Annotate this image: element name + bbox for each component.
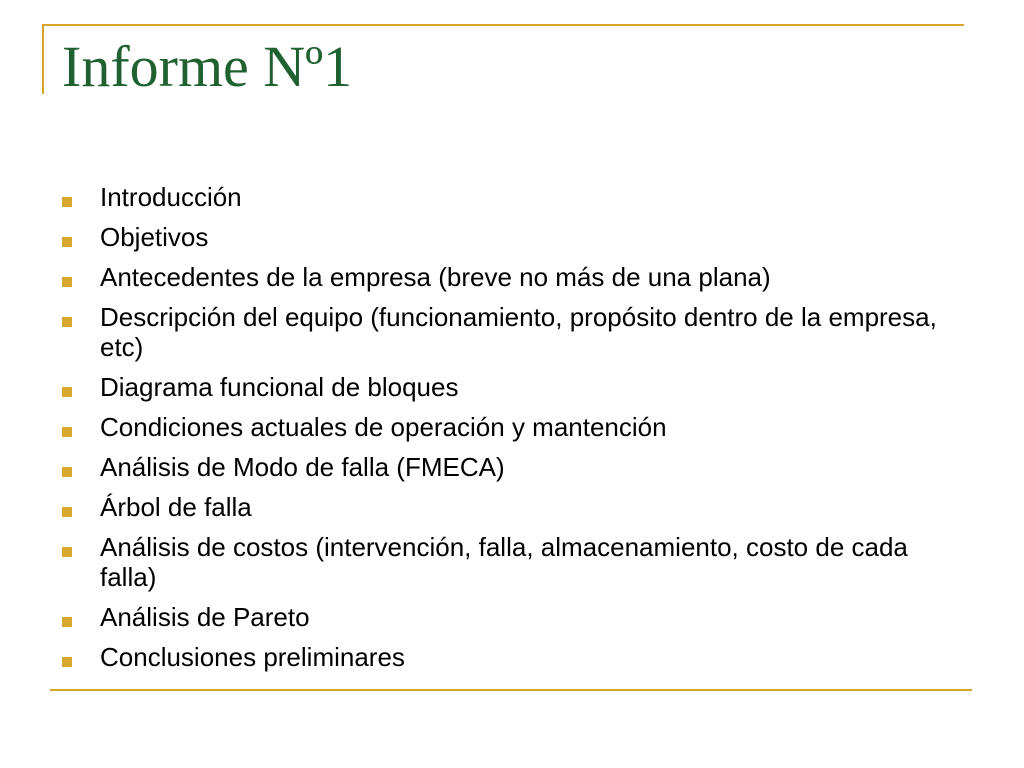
bullet-text: Introducción — [100, 182, 242, 212]
bullet-text: Antecedentes de la empresa (breve no más de una plana) — [100, 262, 771, 292]
bullet-list — [62, 182, 962, 682]
square-bullet-icon — [62, 657, 72, 667]
square-bullet-icon — [62, 237, 72, 247]
bullet-item-arbol — [62, 492, 962, 522]
square-bullet-icon — [62, 547, 72, 557]
bullet-item-introduccion — [62, 182, 962, 212]
square-bullet-icon — [62, 467, 72, 477]
bullet-item-condiciones — [62, 412, 962, 442]
top-accent-line — [42, 24, 964, 26]
bullet-item-diagrama — [62, 372, 962, 402]
left-accent-line — [42, 24, 44, 94]
bullet-item-descripcion — [62, 302, 962, 362]
bullet-text: Diagrama funcional de bloques — [100, 372, 459, 402]
square-bullet-icon — [62, 387, 72, 397]
bullet-text: Análisis de costos (intervención, falla, almacenamiento, costo de cada falla) — [100, 532, 908, 592]
bottom-accent-line — [50, 689, 972, 691]
bullet-text: Condiciones actuales de operación y mantención — [100, 412, 667, 442]
square-bullet-icon — [62, 617, 72, 627]
bullet-item-antecedentes — [62, 262, 962, 292]
bullet-text: Análisis de Pareto — [100, 602, 310, 632]
square-bullet-icon — [62, 507, 72, 517]
bullet-item-objetivos — [62, 222, 962, 252]
bullet-item-conclusiones — [62, 642, 962, 672]
bullet-text: Análisis de Modo de falla (FMECA) — [100, 452, 505, 482]
bullet-item-costos — [62, 532, 962, 592]
square-bullet-icon — [62, 197, 72, 207]
square-bullet-icon — [62, 277, 72, 287]
bullet-item-fmeca — [62, 452, 962, 482]
bullet-text: Objetivos — [100, 222, 209, 252]
bullet-text: Conclusiones preliminares — [100, 642, 405, 672]
bullet-text: Árbol de falla — [100, 492, 252, 522]
slide-title: Informe Nº1 — [62, 34, 353, 99]
square-bullet-icon — [62, 317, 72, 327]
square-bullet-icon — [62, 427, 72, 437]
bullet-text: Descripción del equipo (funcionamiento, propósito dentro de la empresa, etc) — [100, 302, 937, 362]
bullet-item-pareto — [62, 602, 962, 632]
